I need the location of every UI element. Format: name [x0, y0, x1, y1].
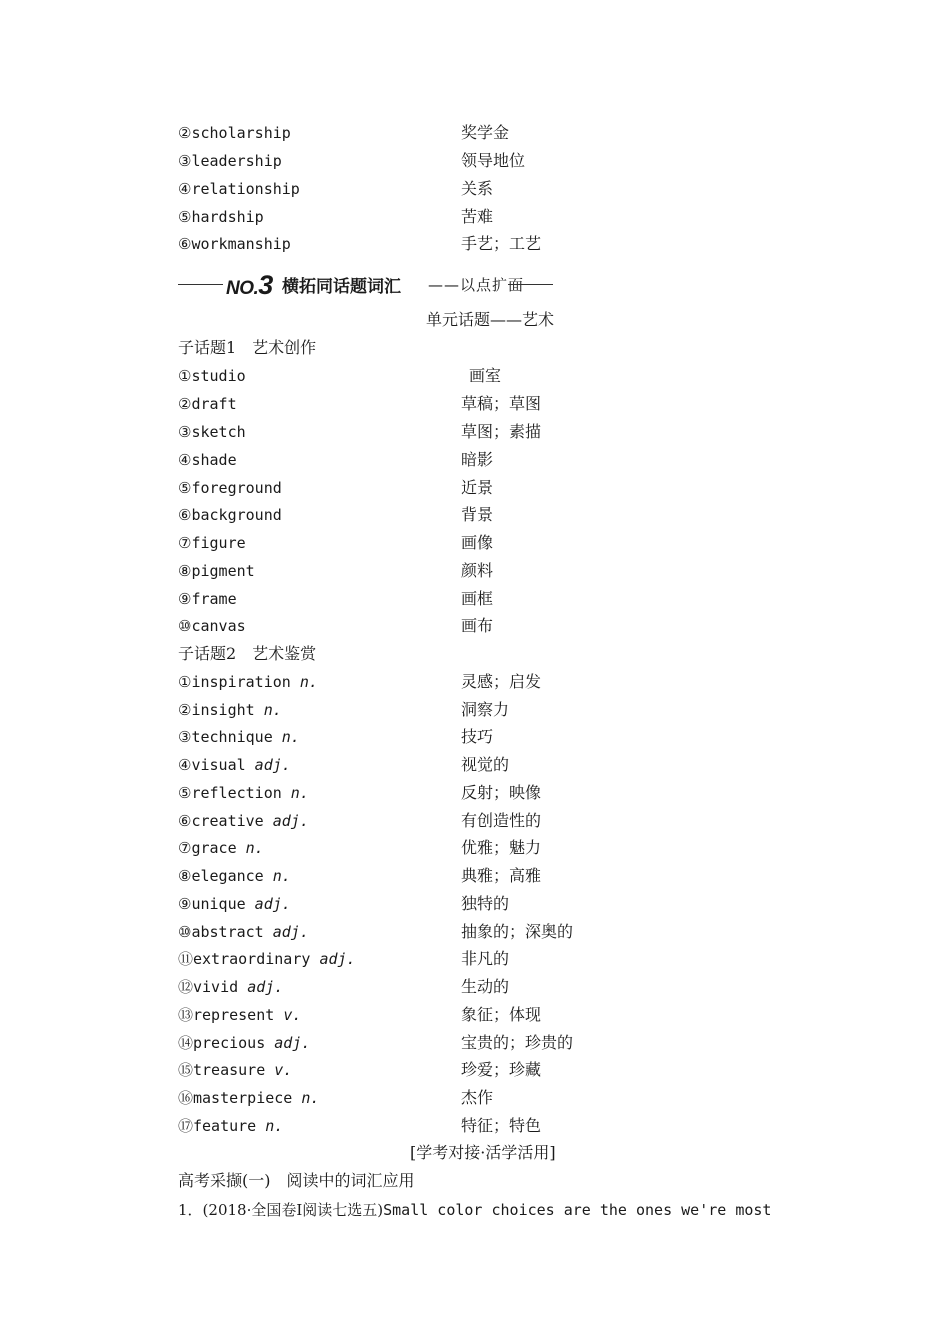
- list-item: [178, 973, 818, 1001]
- chinese-meaning: 珍爱；珍藏: [461, 1060, 542, 1079]
- chinese-meaning: 抽象的；深奥的: [461, 922, 574, 941]
- chinese-meaning: 奖学金: [461, 123, 510, 142]
- list-item: [178, 945, 818, 973]
- list-item: [178, 1029, 818, 1057]
- list-item: [178, 807, 818, 835]
- chinese-meaning: 非凡的: [461, 949, 510, 968]
- chinese-meaning: 生动的: [461, 977, 510, 996]
- english-word: ⑰feature: [178, 1117, 257, 1135]
- english-word: ⑫vivid: [178, 978, 239, 996]
- english-word: ④visual: [178, 756, 246, 774]
- banner-rule-left: [178, 284, 223, 285]
- list-item: [178, 918, 818, 946]
- list-item: [178, 1084, 818, 1112]
- part-of-speech: n.: [301, 1089, 320, 1107]
- part-of-speech: n.: [290, 784, 309, 802]
- english-word: ⑭precious: [178, 1034, 266, 1052]
- part-of-speech: n.: [299, 673, 318, 691]
- chinese-meaning: 优雅；魅力: [461, 838, 542, 857]
- chinese-meaning: 灵感；启发: [461, 672, 542, 691]
- part-of-speech: adj.: [272, 812, 309, 830]
- english-word: ⑩abstract: [178, 923, 264, 941]
- chinese-meaning: 手艺；工艺: [461, 234, 542, 253]
- english-word: ⑬represent: [178, 1006, 275, 1024]
- list-item: [178, 1056, 818, 1084]
- chinese-meaning: 暗影: [461, 450, 494, 469]
- english-word: ⑯masterpiece: [178, 1089, 293, 1107]
- chinese-meaning: 特征；特色: [461, 1116, 542, 1135]
- chinese-meaning: 有创造性的: [461, 811, 542, 830]
- chinese-meaning: 视觉的: [461, 755, 510, 774]
- subtopic-heading: 子话题2 艺术鉴赏: [178, 644, 317, 663]
- english-word: ④relationship: [178, 180, 300, 198]
- english-word: ⑪extraordinary: [178, 950, 311, 968]
- unit-topic: 单元话题——艺术: [426, 310, 555, 329]
- english-word: ⑧pigment: [178, 562, 255, 580]
- english-word: ⑧elegance: [178, 867, 264, 885]
- list-item: [178, 723, 818, 751]
- part-of-speech: adj.: [272, 923, 309, 941]
- practice-heading: [学考对接·活学活用]: [410, 1143, 556, 1162]
- banner-rule-right: [508, 284, 553, 285]
- english-word: ⑥workmanship: [178, 235, 291, 253]
- chinese-meaning: 苦难: [461, 207, 494, 226]
- english-word: ⑦figure: [178, 534, 246, 552]
- english-word: ⑨unique: [178, 895, 246, 913]
- chinese-meaning: 近景: [461, 478, 494, 497]
- list-item: [178, 362, 818, 390]
- question-paragraph: [178, 1196, 771, 1224]
- chinese-meaning: 关系: [461, 179, 494, 198]
- english-word: ⑮treasure: [178, 1061, 266, 1079]
- chinese-meaning: 反射；映像: [461, 783, 542, 802]
- section-title: 横拓同话题词汇: [282, 277, 401, 297]
- english-word: ③leadership: [178, 152, 282, 170]
- list-item: [178, 203, 818, 231]
- list-item: [178, 175, 818, 203]
- list-item: [178, 834, 818, 862]
- part-of-speech: adj.: [254, 895, 291, 913]
- chinese-meaning: 象征；体现: [461, 1005, 542, 1024]
- chinese-meaning: 画像: [461, 533, 494, 552]
- english-word: ②insight: [178, 701, 255, 719]
- list-item: [178, 119, 818, 147]
- english-word: ⑥background: [178, 506, 282, 524]
- chinese-meaning: 典雅；高雅: [461, 866, 542, 885]
- chinese-meaning: 技巧: [461, 727, 494, 746]
- subtopic-heading: 子话题1 艺术创作: [178, 338, 317, 357]
- part-of-speech: n.: [245, 839, 264, 857]
- part-of-speech: n.: [272, 867, 291, 885]
- part-of-speech: n.: [265, 1117, 284, 1135]
- english-word: ⑩canvas: [178, 617, 246, 635]
- english-word: ③sketch: [178, 423, 246, 441]
- part-of-speech: v.: [274, 1061, 293, 1079]
- part-of-speech: v.: [283, 1006, 302, 1024]
- question-prefix: 1．(2018·全国卷Ⅰ阅读七选五): [178, 1201, 384, 1219]
- list-item: [178, 147, 818, 175]
- section-subtitle: ——以点扩面: [428, 276, 525, 294]
- english-word: ④shade: [178, 451, 237, 469]
- list-item: [178, 890, 818, 918]
- chinese-meaning: 草图；素描: [461, 422, 542, 441]
- part-of-speech: n.: [281, 728, 300, 746]
- english-word: ②scholarship: [178, 124, 291, 142]
- list-item: [178, 696, 818, 724]
- question-text: Small color choices are the ones we're most: [383, 1201, 772, 1219]
- english-word: ⑤hardship: [178, 208, 264, 226]
- list-item: [178, 446, 818, 474]
- chinese-meaning: 独特的: [461, 894, 510, 913]
- english-word: ③technique: [178, 728, 273, 746]
- list-item: [178, 585, 818, 613]
- english-word: ②draft: [178, 395, 237, 413]
- part-of-speech: adj.: [274, 1034, 311, 1052]
- list-item: [178, 779, 818, 807]
- list-item: [178, 668, 818, 696]
- chinese-meaning: 画框: [461, 589, 494, 608]
- list-item: [178, 418, 818, 446]
- list-item: [178, 862, 818, 890]
- chinese-meaning: 画布: [461, 616, 494, 635]
- list-item: [178, 501, 818, 529]
- english-word: ⑤foreground: [178, 479, 282, 497]
- section-banner: [178, 268, 553, 300]
- english-word: ①inspiration: [178, 673, 291, 691]
- english-word: ⑤reflection: [178, 784, 282, 802]
- english-word: ①studio: [178, 367, 246, 385]
- list-item: [178, 612, 818, 640]
- chinese-meaning: 领导地位: [461, 151, 526, 170]
- english-word: ⑥creative: [178, 812, 264, 830]
- part-of-speech: adj.: [254, 756, 291, 774]
- list-item: [178, 1001, 818, 1029]
- list-item: [178, 474, 818, 502]
- list-item: [178, 529, 818, 557]
- english-word: ⑨frame: [178, 590, 237, 608]
- english-word: ⑦grace: [178, 839, 237, 857]
- section-number: NO.3: [226, 270, 273, 300]
- chinese-meaning: 颜料: [461, 561, 494, 580]
- list-item: [178, 390, 818, 418]
- list-item: [178, 1112, 818, 1140]
- chinese-meaning: 画室: [469, 366, 502, 385]
- chinese-meaning: 洞察力: [461, 700, 510, 719]
- list-item: [178, 230, 818, 258]
- chinese-meaning: 杰作: [461, 1088, 494, 1107]
- chinese-meaning: 宝贵的；珍贵的: [461, 1033, 574, 1052]
- exam-heading: 高考采撷(一) 阅读中的词汇应用: [178, 1171, 415, 1190]
- list-item: [178, 751, 818, 779]
- part-of-speech: adj.: [319, 950, 356, 968]
- part-of-speech: n.: [263, 701, 282, 719]
- chinese-meaning: 草稿；草图: [461, 394, 542, 413]
- part-of-speech: adj.: [247, 978, 284, 996]
- chinese-meaning: 背景: [461, 505, 494, 524]
- list-item: [178, 557, 818, 585]
